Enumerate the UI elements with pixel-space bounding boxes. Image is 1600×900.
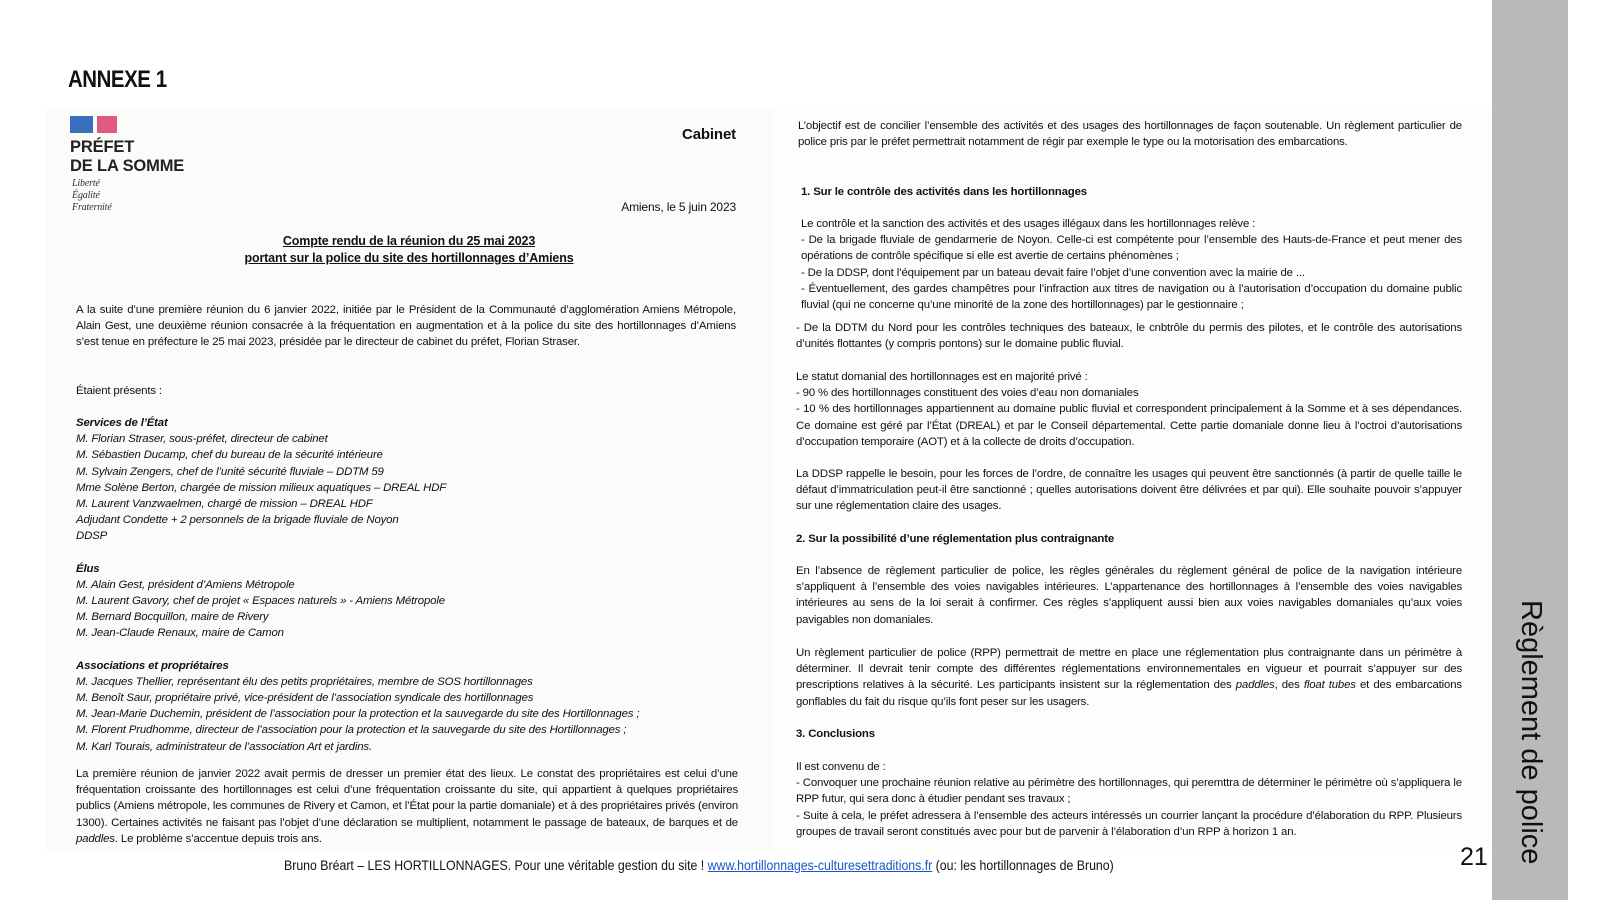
section-2-title: 2. Sur la possibilité d’une réglementation plus contraignante	[796, 533, 1115, 545]
logo-line1: PRÉFET	[70, 138, 135, 156]
text-italic: paddles	[76, 832, 115, 845]
title-line: portant sur la police du site des hortillonnages d’Amiens	[244, 251, 574, 265]
text: , des	[1274, 679, 1304, 692]
page-number: 21	[1460, 843, 1488, 871]
attendee: Adjudant Condette + 2 personnels de la brigade fluviale de Noyon	[76, 514, 399, 527]
group-title: Élus	[76, 562, 100, 575]
s3-intro: Il est convenu de :	[796, 761, 886, 773]
s1-item: - De la brigade fluviale de gendarmerie de Noyon. Celle-ci est compétente pour l’ensemble des Hauts-de-France et peut mener des opérations de contrôle spécifique si elle est avertie de certains phénomènes ;	[801, 234, 1462, 263]
attendee: M. Bernard Bocquillon, maire de Rivery	[76, 611, 269, 624]
ddtm-paragraph: - De la DDTM du Nord pour les contrôles techniques des bateaux, le cnbtrôle du permis des pilotes, et le contrôle des autorisations d’unités flottantes (y compris pontons) sur le domaine public fluvial.	[796, 322, 1462, 351]
text-italic: float tubes	[1303, 679, 1356, 692]
website-link[interactable]: www.hortillonnages-culturesettraditions.fr	[707, 857, 933, 873]
scanned-page-left	[46, 110, 772, 852]
footer-text: (ou: les hortillonnages de Bruno)	[932, 857, 1114, 873]
prefecture-logo-text	[70, 138, 184, 176]
ddsp-paragraph: La DDSP rappelle le besoin, pour les forces de l’ordre, de connaître les usages qui peuvent être sanctionnés (à partir de quelle taille le défaut d’immatriculation peut-il être sanctionné ; quelles autorisations doivent être délivrées et par qui). Elle souhaite pouvoir s’appuyer sur une réglementation claire des usages.	[796, 468, 1462, 513]
section-2-paragraph-2	[796, 645, 1462, 710]
attendee: DDSP	[76, 530, 108, 543]
attendee: M. Sébastien Ducamp, chef du bureau de la sécurité intérieure	[76, 449, 383, 462]
motto	[72, 178, 112, 214]
text: et des embarcations gonflables du fait du risque qu’ils font peser sur les usagers.	[796, 679, 1462, 708]
section-3-body	[796, 759, 1462, 840]
s1-intro: Le contrôle et la sanction des activités et des usages illégaux dans les hortillonnages relève :	[801, 218, 1256, 230]
text: La première réunion de janvier 2022 avait permis de dresser un premier état des lieux. Le constat des propriétaires est celui d’une fréquentation croissante des hortillonnages est celui d’une fréquentation croissante du site, qui appartient à quelques propriétaires publics (Amiens métropole, les communes de Rivery et Camon, et l’État pour la partie domaniale) et à des propriétaires privés (environ 1300). Certaines activités ne faisant pas l’objet d’une déclaration se multiplient, notamment le passage de bateaux, de barques et de	[76, 768, 738, 829]
motto-line: Égalité	[72, 190, 100, 201]
section-1-body	[801, 216, 1462, 313]
statut-item: - 90 % des hortillonnages constituent des voies d’eau non domaniales	[796, 387, 1139, 400]
letter-date: Amiens, le 5 juin 2023	[621, 200, 736, 214]
footer-text: Bruno Bréart – LES HORTILLONNAGES. Pour une véritable gestion du site !	[284, 857, 708, 873]
attendee: M. Jean-Marie Duchemin, président de l’association pour la protection et la sauvegarde du site des Hortillonnages ;	[76, 708, 640, 721]
group-title: Services de l’État	[76, 417, 168, 429]
marianne-logo-icon	[70, 116, 117, 133]
statut-intro: Le statut domanial des hortillonnages est en majorité privé :	[796, 371, 1088, 383]
closing-paragraph	[76, 766, 738, 847]
statut-item: - 10 % des hortillonnages appartiennent au domaine public fluvial et correspondent principalement à la Somme et à ses dépendances. Ce domaine est géré par l’État (DREAL) et par le Conseil départemental. Cette partie domaniale donne lieu à l’octroi d’autorisations d’occupation temporaire (AOT) et à la collecte de droits d’occupation.	[796, 403, 1462, 448]
text: . Le problème s’accentue depuis trois ans.	[114, 832, 322, 845]
logo-line2: DE LA SOMME	[70, 157, 185, 175]
statut-block	[796, 369, 1462, 450]
attendee: M. Jean-Claude Renaux, maire de Camon	[76, 627, 284, 640]
group-title: Associations et propriétaires	[76, 659, 229, 672]
motto-line: Fraternité	[72, 202, 112, 213]
attendee: M. Laurent Gavory, chef de projet « Espaces naturels » - Amiens Métropole	[76, 595, 445, 608]
present-label: Étaient présents :	[76, 385, 162, 397]
attendee: M. Laurent Vanzwaelmen, chargé de mission – DREAL HDF	[76, 498, 373, 511]
s3-item: - Convoquer une prochaine réunion relative au périmètre des hortillonnages, qui peremttra de déterminer le périmètre où s’appliquera le RPP futur, qui sera donc à étudier pendant ses travaux ;	[796, 777, 1462, 806]
title-line: Compte rendu de la réunion du 25 mai 2023	[282, 234, 536, 248]
attendee: M. Alain Gest, président d’Amiens Métropole	[76, 578, 295, 591]
attendee: M. Florent Prudhomme, directeur de l’association pour la protection et la sauvegarde du site des Hortillonnages ;	[76, 724, 627, 737]
text: Un règlement particulier de police (RPP) permettrait de mettre en place une réglementation plus contraignante dans un périmètre à déterminer. Il devrait tenir compte des différentes réglementations environnementales en vigueur et pourrait s’appuyer sur des prescriptions relatives à la sécurité. Les participants insistent sur la réglementation des	[796, 647, 1462, 692]
text-italic: paddles	[1235, 679, 1275, 692]
s1-item: - Éventuellement, des gardes champêtres pour l’infraction aux titres de navigation ou à l’autorisation d’occupation du domaine public fluvial (qui ne concerne qu’une minorité de la zone des hortillonnages) par le gestionnaire ;	[801, 282, 1462, 312]
scanned-page-right	[772, 110, 1492, 852]
section-3-title: 3. Conclusions	[796, 728, 875, 740]
service-name: Cabinet	[682, 126, 736, 143]
attendees-list	[76, 415, 756, 755]
attendee: M. Benoît Saur, propriétaire privé, vice-président de l’association syndicale des hortillonnages	[76, 692, 534, 705]
section-1-title: 1. Sur le contrôle des activités dans les hortillonnages	[801, 186, 1087, 198]
slide-title: ANNEXE 1	[68, 66, 167, 93]
document-title	[46, 233, 772, 267]
objective-paragraph: L’objectif est de concilier l’ensemble des activités et des usages des hortillonnages de façon soutenable. Un règlement particulier de police pris par le préfet permettrait notamment de régir par exemple le type ou la motorisation des embarcations.	[798, 120, 1462, 149]
s1-item: - De la DDSP, dont l’équipement par un bateau devait faire l’objet d’une convention avec la mairie de ...	[801, 266, 1305, 279]
section-2-paragraph-1: En l’absence de règlement particulier de police, les règles générales du règlement général de police de la navigation intérieure s’appliquent à l’ensemble des voies navigables intérieures. L’appartenance des hortillonnages à l’ensemble des voies navigables intérieures au sens de la loi serait à confirmer. Ces règles s’appliquent aussi bien aux voies navigables domaniales qu’aux voies pavigables non domaniales.	[796, 565, 1462, 626]
attendee: M. Karl Tourais, administrateur de l’association Art et jardins.	[76, 740, 372, 753]
attendee: M. Jacques Thellier, représentant élu des petits propriétaires, membre de SOS hortillonnages	[76, 675, 533, 688]
intro-paragraph: A la suite d’une première réunion du 6 janvier 2022, initiée par le Président de la Communauté d’agglomération Amiens Métropole, Alain Gest, une deuxième réunion consacrée à la fréquentation en augmentation et à la police du site des hortillonnages d’Amiens s’est tenue en préfecture le 25 mai 2023, présidée par le directeur de cabinet du préfet, Florian Straser.	[76, 304, 736, 349]
attendee: M. Sylvain Zengers, chef de l’unité sécurité fluviale – DDTM 59	[76, 465, 384, 478]
attendee: Mme Solène Berton, chargée de mission milieux aquatiques – DREAL HDF	[76, 481, 447, 494]
slide-footer	[284, 857, 1114, 873]
attendee: M. Florian Straser, sous-préfet, directeur de cabinet	[76, 433, 328, 446]
side-title: Règlement de police	[1515, 600, 1547, 865]
s3-item: - Suite à cela, le préfet adressera à l’ensemble des acteurs intéressés un courrier lançant la procédure d’élaboration du RPP. Plusieurs groupes de travail seront constitués avec pour but de parvenir à l’élaboration d’un RPP à horizon 1 an.	[796, 809, 1462, 838]
motto-line: Liberté	[72, 178, 100, 189]
